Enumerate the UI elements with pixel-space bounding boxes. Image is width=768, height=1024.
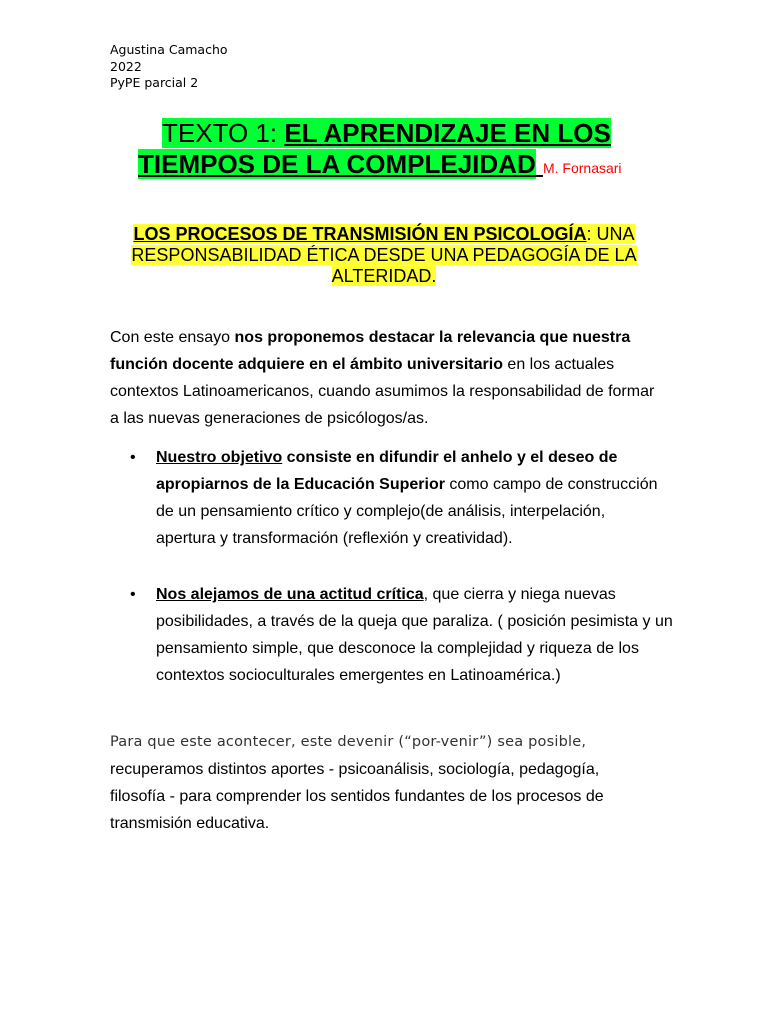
document-title xyxy=(138,118,678,184)
bullet-list xyxy=(110,444,673,684)
paragraph-intro xyxy=(110,324,658,432)
course-name: PyPE parcial 2 xyxy=(110,75,199,90)
bullet2-underlined: Nos alejamos de una actitud crítica xyxy=(156,586,424,603)
intro-text-1: Con este ensayo xyxy=(110,329,235,346)
subtitle-bold: LOS PROCESOS DE TRANSMISIÓN EN PSICOLOGÍA xyxy=(133,224,587,244)
list-item xyxy=(110,444,658,552)
title-main-line2: TIEMPOS DE LA COMPLEJIDAD xyxy=(138,149,536,179)
title-author: M. Fornasari xyxy=(542,160,622,176)
bullet1-underlined: Nuestro objetivo xyxy=(156,449,283,466)
paragraph-closing xyxy=(110,728,658,837)
list-item xyxy=(110,581,704,689)
intro-bold: nos proponemos destacar la relevancia que nuestra función docente adquiere en el ámbito universitario xyxy=(110,329,631,373)
closing-text: recuperamos distintos aportes - psicoanálisis, sociología, pedagogía, filosofía - para comprender los sentidos fundantes de los procesos de transmisión educativa. xyxy=(110,761,604,832)
bullet1-text: como campo de construcción de un pensamiento crítico y complejo(de análisis, interpelación, apertura y transformación (reflexión y creatividad). xyxy=(156,476,658,547)
subtitle-rest: : UNA RESPONSABILIDAD ÉTICA DESDE UNA PEDAGOGÍA DE LA ALTERIDAD. xyxy=(131,224,637,286)
bullet2-text: , que cierra y niega nuevas posibilidades, a través de la queja que paraliza. ( posición pesimista y un pensamiento simple, que desconoce la complejidad y riqueza de los contextos socioculturales emergentes en Latinoamérica.) xyxy=(156,586,673,684)
bullet-icon: • xyxy=(130,449,136,466)
bullet1-bold: consiste en difundir el anhelo y el deseo de apropiarnos de la Educación Superior xyxy=(156,449,618,493)
document-header xyxy=(110,42,228,92)
section-subtitle xyxy=(110,224,658,287)
author-name: Agustina Camacho xyxy=(110,42,228,57)
bullet-icon: • xyxy=(130,586,136,603)
closing-lead: Para que este acontecer, este devenir (“por-venir”) sea posible, xyxy=(110,734,587,750)
year: 2022 xyxy=(110,58,142,74)
title-main-line1: EL APRENDIZAJE EN LOS xyxy=(284,118,611,148)
title-prefix: TEXTO 1: xyxy=(162,118,285,148)
intro-text-2: en los actuales contextos Latinoamericanos, cuando asumimos la responsabilidad de formar a las nuevas generaciones de psicólogos/as. xyxy=(110,356,655,427)
